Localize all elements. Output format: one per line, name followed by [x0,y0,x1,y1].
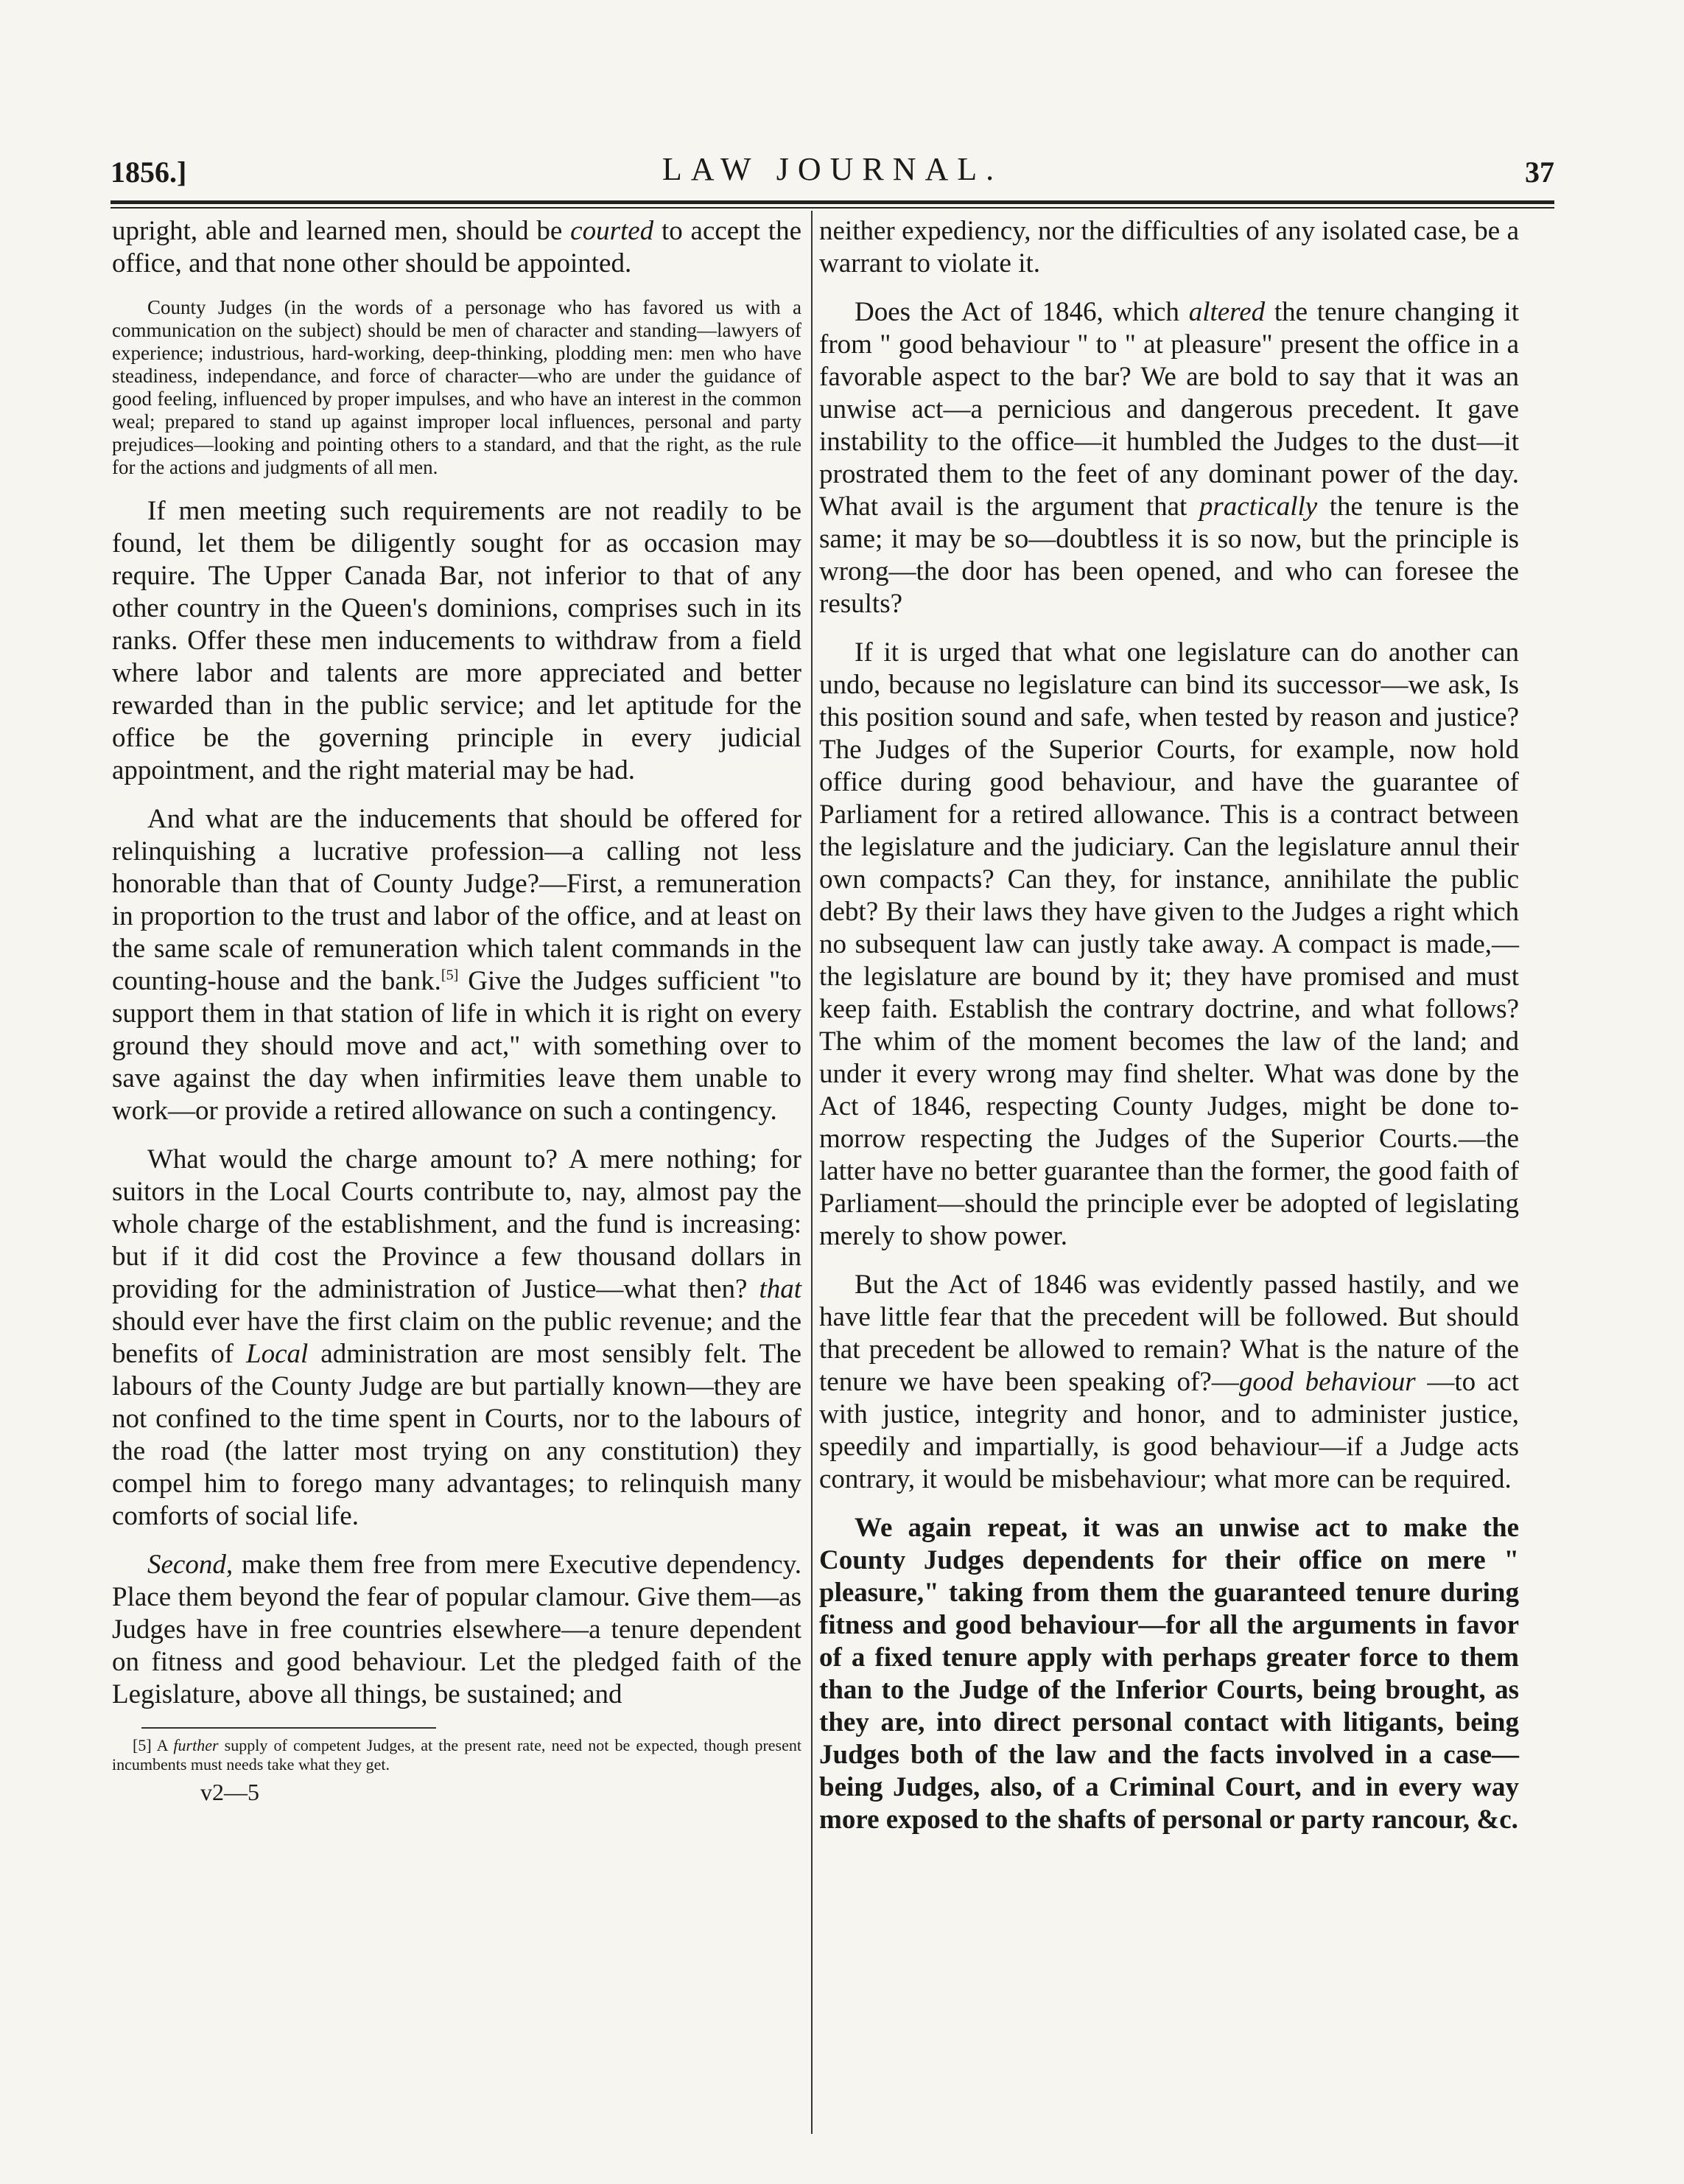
paragraph: If it is urged that what one legislature can do another can undo, because no legislature can bind its successor—we ask, Is this position sound and safe, when tested by reason and justice? The Judges of the Superior Courts, for example, now hold office during good behaviour, and have the guarantee of Parliament for a retired allowance. This is a contract between the legislature and the judiciary. Can the legislature annul their own compacts? Can they, for instance, annihilate the public debt? By their laws they have given to the Judges a right which no subsequent law can justly take away. A compact is made,—the legislature are bound by it; they have promised and must keep faith. Establish the contrary doctrine, and what follows? The whim of the moment becomes the law of the land; and under it every wrong may find shelter. What was done by the Act of 1846, respecting County Judges, might be done to-morrow respecting the Judges of the Superior Courts.—the latter have no better guarantee than the former, the good faith of Parliament—should the principle ever be adopted of legislating merely to show power. [819,637,1519,1251]
right-column [819,215,1519,1852]
page-header [110,144,1554,196]
paragraph: upright, able and learned men, should be courted to accept the office, and that none other should be appointed. [112,216,801,279]
paragraph: But the Act of 1846 was evidently passed hastily, and we have little fear that the precedent will be followed. But should that precedent be allowed to remain? What is the nature of the tenure we have been speaking of?—good behaviour —to act with justice, integrity and honor, and to administer justice, speedily and impartially, is good behaviour—if a Judge acts contrary, it would be misbehaviour; what more can be required. [819,1270,1520,1494]
header-title: LAW JOURNAL. [662,151,1003,187]
column-divider [811,211,813,2134]
left-column [112,215,801,1806]
header-year: 1856.] [110,155,187,189]
footnote-rule [141,1727,436,1729]
footnote-ref: [5] [441,967,459,984]
paragraph: What would the charge amount to? A mere nothing; for suitors in the Local Courts contribute to, nay, almost pay the whole charge of the establishment, and the fund is increasing: but if it did cost the Province a few thousand dollars in providing for the administration of Justice—what then? that should ever have the first claim on the public revenue; and the benefits of Local administration are most sensibly felt. The labours of the County Judge are but partially known—they are not confined to the time spent in Courts, nor to the labours of the road (the latter most trying on any constitution) they compel him to forego many advantages; to relinquish many comforts of social life. [112,1144,801,1531]
paragraph: neither expediency, nor the difficulties of any isolated case, be a warrant to violate it. [819,216,1519,279]
paragraph: We again repeat, it was an unwise act to make the County Judges dependents for their office on mere " pleasure," taking from them the guaranteed tenure during fitness and good behaviour—for all the arguments in favor of a fixed tenure apply with perhaps greater force to them than to the Judge of the Inferior Courts, being brought, as they are, into direct personal contact with litigants, being Judges both of the law and the facts involved in a case—being Judges, also, of a Criminal Court, and in every way more exposed to the shafts of personal or party rancour, &c. [819,1513,1519,1835]
header-rule [110,200,1554,209]
page-number: 37 [1525,155,1554,189]
paragraph: If men meeting such requirements are not readily to be found, let them be diligently sought for as occasion may require. The Upper Canada Bar, not inferior to that of any other country in the Queen's dominions, comprises such in its ranks. Offer these men inducements to withdraw from a field where labor and talents are more appreciated and better rewarded than in the public service; and let aptitude for the office be the governing principle in every judicial appointment, and the right material may be had. [112,496,801,785]
signature-mark: v2—5 [200,1779,259,1805]
paragraph: Second, make them free from mere Executive dependency. Place them beyond the fear of popular clamour. Give them—as Judges have in free countries elsewhere—a tenure dependent on fitness and good behaviour. Let the pledged faith of the Legislature, above all things, be sustained; and [112,1550,801,1709]
quoted-paragraph: County Judges (in the words of a personage who has favored us with a communication on the subject) should be men of character and standing—lawyers of experience; industrious, hard-working, deep-thinking, plodding men: men who have steadiness, independance, and force of character—who are under the guidance of good feeling, influenced by proper impulses, and who have an interest in the common weal; prepared to stand up against improper local influences, personal and party prejudices—looking and pointing others to a standard, and that the right, as the rule for the actions and judgments of all men. [112,296,801,478]
paragraph: And what are the inducements that should be offered for relinquishing a lucrative profession—a calling not less honorable than that of County Judge?—First, a remuneration in proportion to the trust and labor of the office, and at least on the same scale of remuneration which talent commands in the counting-house and the bank.[5] Give the Judges sufficient "to support them in that station of life in which it is right on every ground they should move and act," with something over to save against the day when infirmities leave them unable to work—or provide a retired allowance on such a contingency. [112,804,801,1126]
footnote: [5] A further supply of competent Judges, at the present rate, need not be expected, though present incumbents must needs take what they get. [112,1736,801,1774]
paragraph: Does the Act of 1846, which altered the tenure changing it from " good behaviour " to " at pleasure" present the office in a favorable aspect to the bar? We are bold to say that it was an unwise act—a pernicious and dangerous precedent. It gave instability to the office—it humbled the Judges to the dust—it prostrated them to the feet of any dominant power of the day. What avail is the argument that practically the tenure is the same; it may be so—doubtless it is so now, but the principle is wrong—the door has been opened, and who can foresee the results? [819,297,1520,619]
